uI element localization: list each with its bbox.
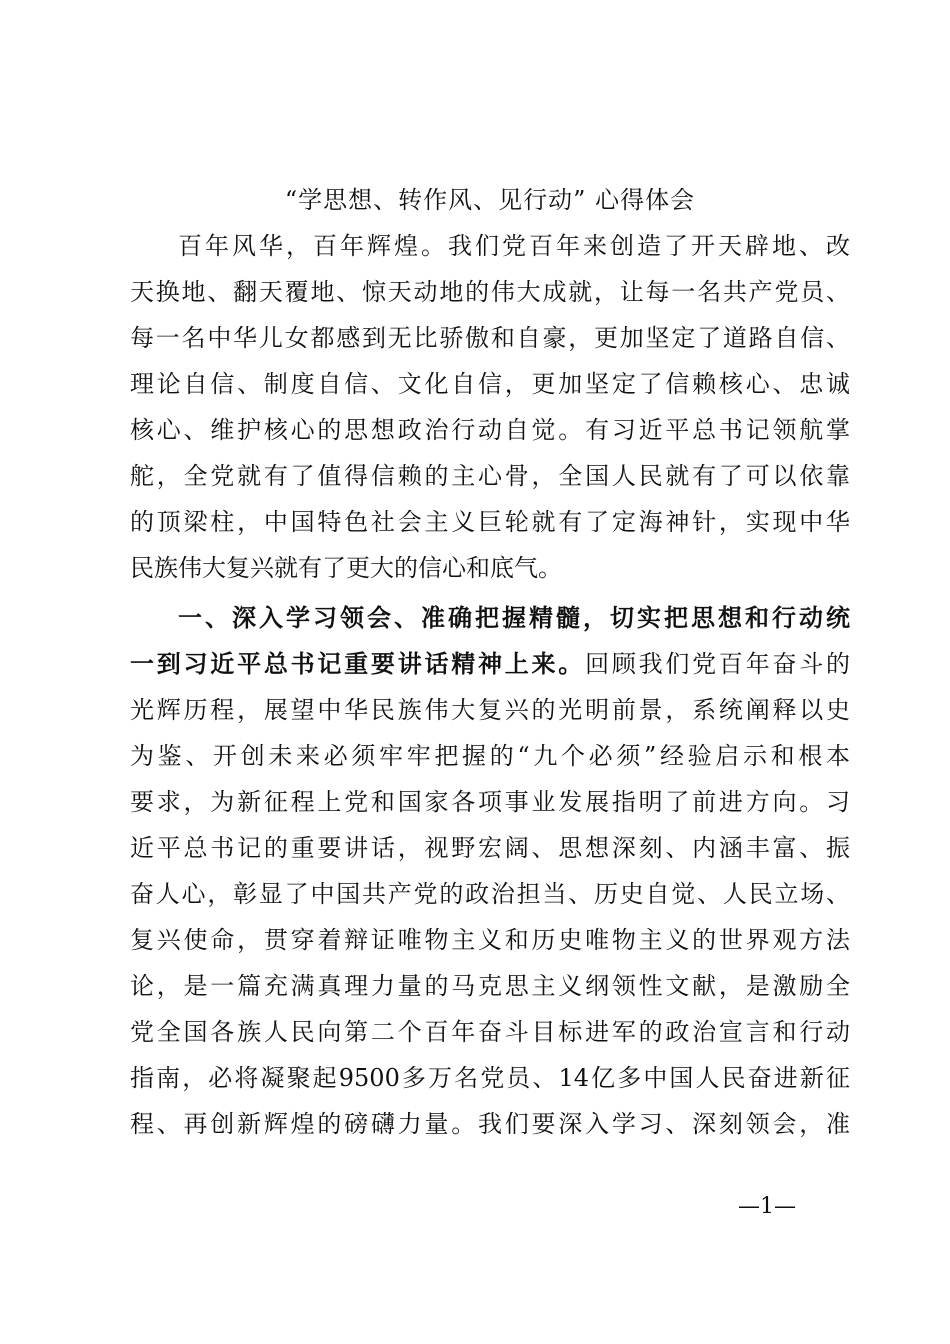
paragraph-line: 近平总书记的重要讲话，视野宏阔、思想深刻、内涵丰富、振	[130, 834, 850, 862]
paragraph-line: 民族伟大复兴就有了更大的信心和底气。	[130, 554, 562, 582]
paragraph-line: 要求，为新征程上党和国家各项事业发展指明了前进方向。习	[130, 788, 850, 816]
paragraph-line: 为鉴、开创未来必须牢牢把握的“九个必须”经验启示和根本	[130, 742, 850, 770]
paragraph-line: 指南，必将凝聚起9500多万名党员、14亿多中国人民奋进新征	[130, 1064, 850, 1092]
paragraph-line: 奋人心，彰显了中国共产党的政治担当、历史自觉、人民立场、	[130, 880, 850, 908]
paragraph-line: 程、再创新辉煌的磅礴力量。我们要深入学习、深刻领会，准	[130, 1110, 850, 1138]
paragraph-line: 百年风华，百年辉煌。我们党百年来创造了开天辟地、改	[178, 232, 850, 260]
paragraph-line: 天换地、翻天覆地、惊天动地的伟大成就，让每一名共产党员、	[130, 278, 850, 306]
paragraph-line: 党全国各族人民向第二个百年奋斗目标进军的政治宣言和行动	[130, 1018, 850, 1046]
section-heading-line	[130, 644, 850, 684]
paragraph-line: 舵，全党就有了值得信赖的主心骨，全国人民就有了可以依靠	[130, 462, 850, 490]
paragraph-line: 复兴使命，贯穿着辩证唯物主义和历史唯物主义的世界观方法	[130, 926, 850, 954]
document-title: “学思想、转作风、见行动” 心得体会	[284, 186, 696, 214]
page-number: —1—	[738, 1194, 796, 1219]
paragraph-line: 光辉历程，展望中华民族伟大复兴的光明前景，系统阐释以史	[130, 696, 850, 724]
section-heading-continued: 一到习近平总书记重要讲话精神上来。	[130, 650, 586, 678]
paragraph-line: 每一名中华儿女都感到无比骄傲和自豪，更加坚定了道路自信、	[130, 324, 850, 352]
paragraph-line: 理论自信、制度自信、文化自信，更加坚定了信赖核心、忠诚	[130, 370, 850, 398]
paragraph-text: 回顾我们党百年奋斗的	[585, 650, 851, 678]
paragraph-line: 论，是一篇充满真理力量的马克思主义纲领性文献，是激励全	[130, 972, 850, 1000]
paragraph-line: 核心、维护核心的思想政治行动自觉。有习近平总书记领航掌	[130, 416, 850, 444]
section-heading: 一、深入学习领会、准确把握精髓，切实把思想和行动统	[178, 604, 850, 632]
paragraph-line: 的顶梁柱，中国特色社会主义巨轮就有了定海神针，实现中华	[130, 508, 850, 536]
